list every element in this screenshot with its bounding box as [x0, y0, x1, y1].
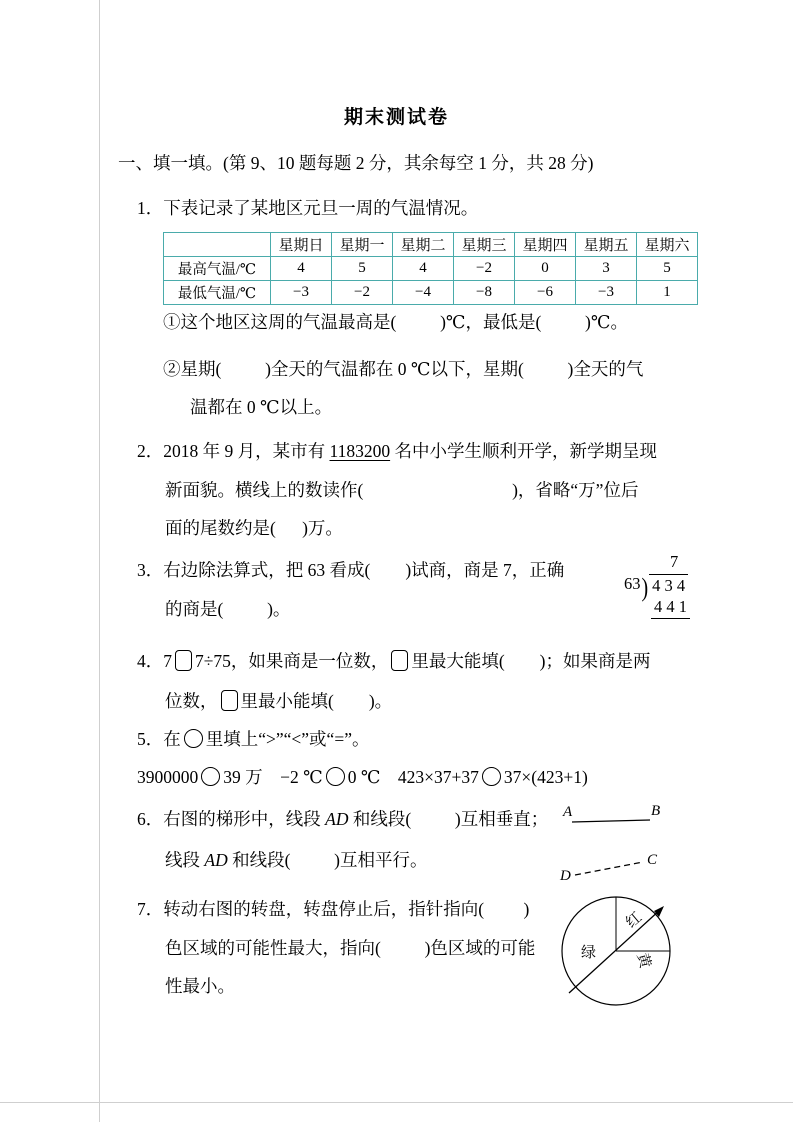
question-5-line1-a: 5．在 [137, 729, 181, 749]
table-cell: 星期日 [271, 233, 332, 257]
table-cell: 4 [393, 257, 454, 281]
table-row [164, 233, 698, 257]
page-margin-line-bottom [0, 1102, 793, 1103]
question-6-line2-b: 和线段( )互相平行。 [227, 850, 428, 870]
question-4-line1-a: 4．7 [137, 651, 172, 671]
question-3-line2: 的商是( )。 [165, 599, 291, 619]
segment-ad-label: AD [204, 850, 228, 870]
question-2-line1 [137, 438, 657, 464]
trapezoid-figure [558, 800, 668, 888]
vertex-a-label: A [563, 804, 573, 820]
vertex-c-label: C [647, 852, 658, 868]
table-cell: −6 [515, 281, 576, 305]
question-6-line1-a: 6．右图的梯形中，线段 [137, 809, 326, 829]
table-cell: 星期一 [332, 233, 393, 257]
question-1-sub1: ①这个地区这周的气温最高是( )℃，最低是( )℃。 [163, 312, 628, 332]
question-4-line1-c: 里最大能填( )；如果商是两 [411, 651, 651, 671]
page-margin-line-left [99, 0, 100, 1122]
table-row [164, 257, 698, 281]
question-5-line2-b: 39 万 −2 ℃ [223, 767, 323, 787]
question-5-line2-c: 0 ℃ 423×37+37 [347, 767, 479, 787]
question-7-line2: 色区域的可能性最大，指向( )色区域的可能 [165, 938, 536, 958]
page-title: 期末测试卷 [343, 107, 449, 128]
question-2-line2: 新面貌。横线上的数读作( )，省略“万”位后 [165, 480, 639, 500]
question-2-line3: 面的尾数约是( )万。 [165, 518, 343, 538]
vertex-b-label: B [651, 803, 661, 819]
table-cell: 4 [271, 257, 332, 281]
question-7-line3: 性最小。 [165, 976, 235, 996]
question-4-line1-b: 7÷75，如果商是一位数， [195, 651, 389, 671]
temperature-table [163, 232, 698, 305]
table-cell: 星期六 [637, 233, 698, 257]
spinner-figure [551, 891, 685, 1013]
question-5-line1-b: 里填上“>”“<”或“=”。 [205, 729, 370, 749]
division-quotient: 7 [670, 552, 680, 571]
question-6-line1-b: 和线段( )互相垂直； [348, 809, 549, 829]
underlined-number: 1183200 [329, 441, 391, 461]
division-figure [624, 552, 690, 619]
question-3-line1: 3．右边除法算式，把 63 看成( )试商，商是 7，正确 [137, 560, 565, 580]
table-cell: −2 [332, 281, 393, 305]
table-cell: −2 [454, 257, 515, 281]
spinner-arrowhead-icon [654, 906, 664, 917]
section-heading: 一、填一填。(第 9、10 题每题 2 分，其余每空 1 分，共 28 分) [118, 153, 594, 173]
question-2-line1-pre: 2．2018 年 9 月，某市有 [137, 441, 330, 461]
trapezoid-side-ab [572, 820, 650, 822]
table-cell: 5 [637, 257, 698, 281]
spinner-label-red: 红 [623, 909, 646, 932]
table-cell: 5 [332, 257, 393, 281]
table-cell: 3 [576, 257, 637, 281]
table-cell: −3 [271, 281, 332, 305]
division-product: 4 4 1 [651, 597, 690, 619]
table-cell: 星期四 [515, 233, 576, 257]
blank-box-icon [175, 650, 192, 671]
blank-box-icon [391, 650, 408, 671]
question-4-line1 [137, 648, 651, 674]
table-cell: 星期五 [576, 233, 637, 257]
table-row [164, 281, 698, 305]
question-5-line2-a: 3900000 [137, 767, 199, 787]
question-4-line2-a: 位数， [165, 691, 218, 711]
circle-blank-icon [201, 767, 220, 786]
blank-box-icon [221, 690, 238, 711]
table-cell: 0 [515, 257, 576, 281]
table-cell: −3 [576, 281, 637, 305]
table-cell: 最低气温/℃ [164, 281, 271, 305]
table-cell: 1 [637, 281, 698, 305]
question-4-line2 [165, 688, 392, 714]
question-2-line1-post: 名中小学生顺利开学，新学期呈现 [390, 441, 657, 461]
table-cell: 星期三 [454, 233, 515, 257]
question-6-line2-a: 线段 [165, 850, 205, 870]
circle-blank-icon [184, 729, 203, 748]
table-cell: −4 [393, 281, 454, 305]
question-7-line1: 7．转动右图的转盘，转盘停止后，指针指向( ) [137, 899, 530, 919]
table-cell: 最高气温/℃ [164, 257, 271, 281]
table-cell [164, 233, 271, 257]
question-1-text: 1．下表记录了某地区元旦一周的气温情况。 [137, 198, 479, 218]
question-5-line2-d: 37×(423+1) [503, 767, 588, 787]
question-4-line2-b: 里最小能填( )。 [240, 691, 393, 711]
question-1-sub2-line1: ②星期( )全天的气温都在 0 ℃以下，星期( )全天的气 [163, 359, 644, 379]
table-cell: −8 [454, 281, 515, 305]
circle-blank-icon [326, 767, 345, 786]
question-6-line2 [165, 847, 427, 873]
division-divisor: 63 [624, 574, 641, 593]
vertex-d-label: D [560, 868, 571, 884]
question-1-sub2-line2: 温都在 0 ℃以上。 [190, 397, 333, 417]
question-6-line1 [137, 806, 548, 832]
question-5-line1 [137, 726, 369, 752]
division-bracket-icon: ) [641, 574, 649, 603]
trapezoid-side-dc-dashed [575, 862, 643, 875]
segment-ad-label: AD [325, 809, 349, 829]
table-cell: 星期二 [393, 233, 454, 257]
spinner-label-green: 绿 [581, 945, 597, 961]
question-5-line2 [137, 764, 588, 790]
spinner-label-yellow: 黄 [633, 951, 653, 971]
circle-blank-icon [482, 767, 501, 786]
division-dividend: 4 3 4 [649, 574, 688, 596]
